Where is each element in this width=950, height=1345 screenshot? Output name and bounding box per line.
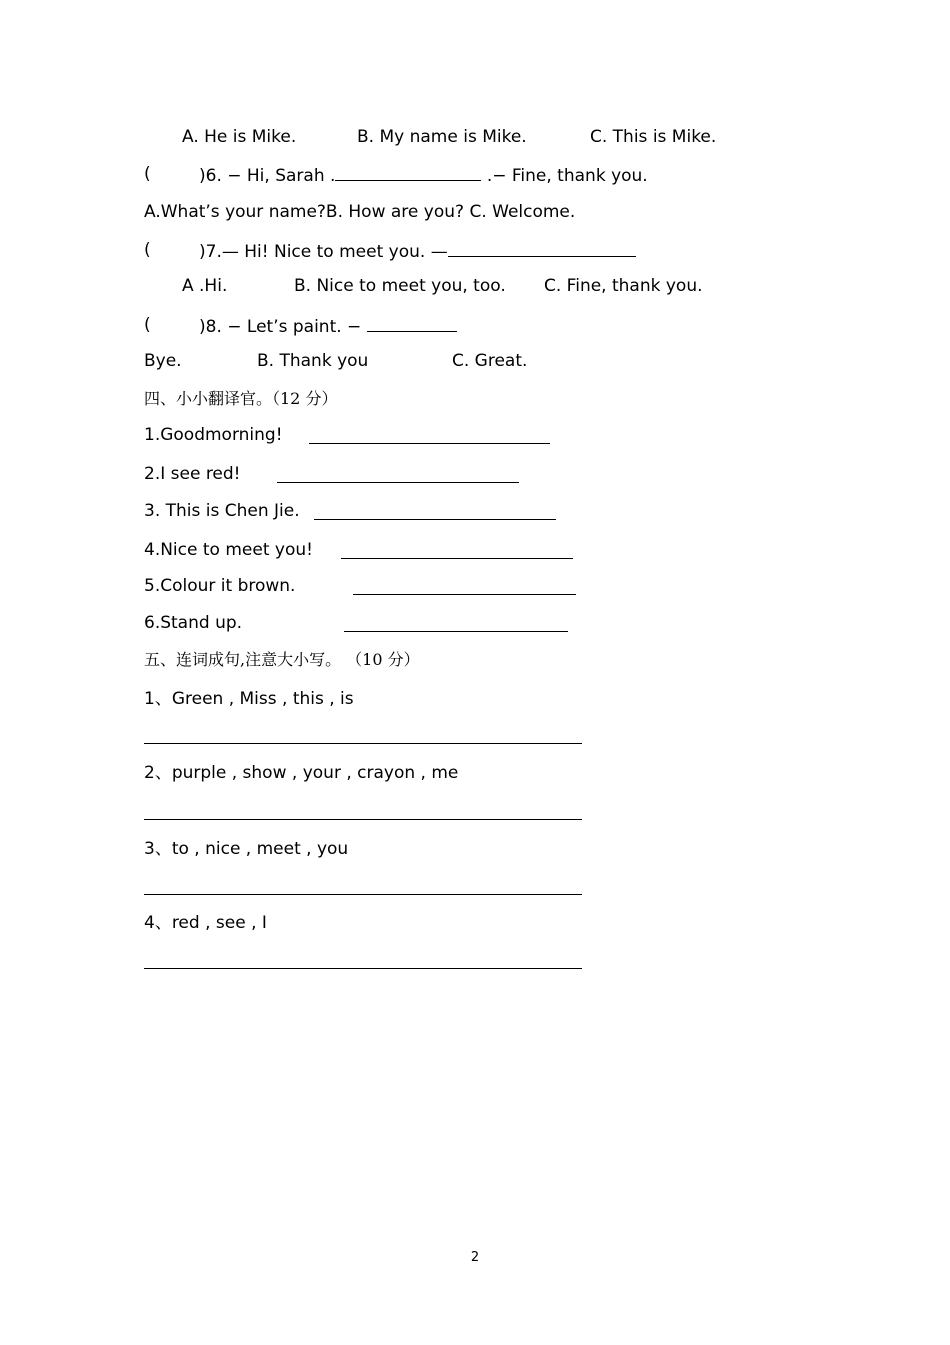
translation-blank[interactable] (353, 576, 576, 595)
q6-prefix: )6. − Hi, Sarah . (199, 166, 336, 186)
q8-option-b: B. Thank you (257, 351, 369, 371)
q5-option-b: B. My name is Mike. (357, 127, 527, 147)
section4-heading: 四、小小翻译官。（12 分） (144, 389, 338, 408)
translation-blank[interactable] (341, 540, 573, 559)
translation-item: 2.I see red! (144, 464, 241, 484)
q5-option-a: A. He is Mike. (182, 127, 297, 147)
q6-blank[interactable] (335, 162, 481, 181)
q7-paren: ( (144, 240, 151, 260)
translation-blank[interactable] (277, 464, 519, 483)
answer-line[interactable] (144, 968, 582, 969)
q5-option-c: C. This is Mike. (590, 127, 717, 147)
q7-option-b: B. Nice to meet you, too. (294, 276, 506, 296)
q8-question (199, 313, 457, 339)
translation-blank[interactable] (344, 613, 568, 632)
q8-blank[interactable] (367, 313, 457, 332)
section5-heading: 五、连词成句,注意大小写。 （10 分） (144, 650, 420, 669)
sentence-words: 3、to , nice , meet , you (144, 839, 349, 859)
translation-item: 6.Stand up. (144, 613, 243, 633)
answer-line[interactable] (144, 743, 582, 744)
translation-item: 3. This is Chen Jie. (144, 501, 300, 521)
q8-prefix: )8. − Let’s paint. − (199, 317, 367, 337)
sentence-words: 1、Green , Miss , this , is (144, 689, 354, 709)
translation-item: 4.Nice to meet you! (144, 540, 313, 560)
q8-paren: ( (144, 315, 151, 335)
q6-suffix: .− Fine, thank you. (481, 166, 648, 186)
translation-item: 1.Goodmorning! (144, 425, 283, 445)
q6-options: A.What’s your name?B. How are you? C. Welcome. (144, 202, 576, 222)
q7-option-a: A .Hi. (182, 276, 228, 296)
q8-option-a: Bye. (144, 351, 182, 371)
q8-option-c: C. Great. (452, 351, 528, 371)
answer-line[interactable] (144, 894, 582, 895)
sentence-words: 2、purple , show , your , crayon , me (144, 763, 459, 783)
translation-blank[interactable] (314, 501, 556, 520)
page-number: 2 (470, 1250, 480, 1265)
translation-blank[interactable] (309, 425, 550, 444)
sentence-words: 4、red , see , I (144, 913, 267, 933)
q7-prefix: )7.— Hi! Nice to meet you. — (199, 242, 448, 262)
answer-line[interactable] (144, 819, 582, 820)
q7-blank[interactable] (448, 238, 636, 257)
q7-question (199, 238, 636, 264)
q6-question (199, 162, 648, 188)
q6-paren: ( (144, 164, 151, 184)
q7-option-c: C. Fine, thank you. (544, 276, 703, 296)
translation-item: 5.Colour it brown. (144, 576, 296, 596)
